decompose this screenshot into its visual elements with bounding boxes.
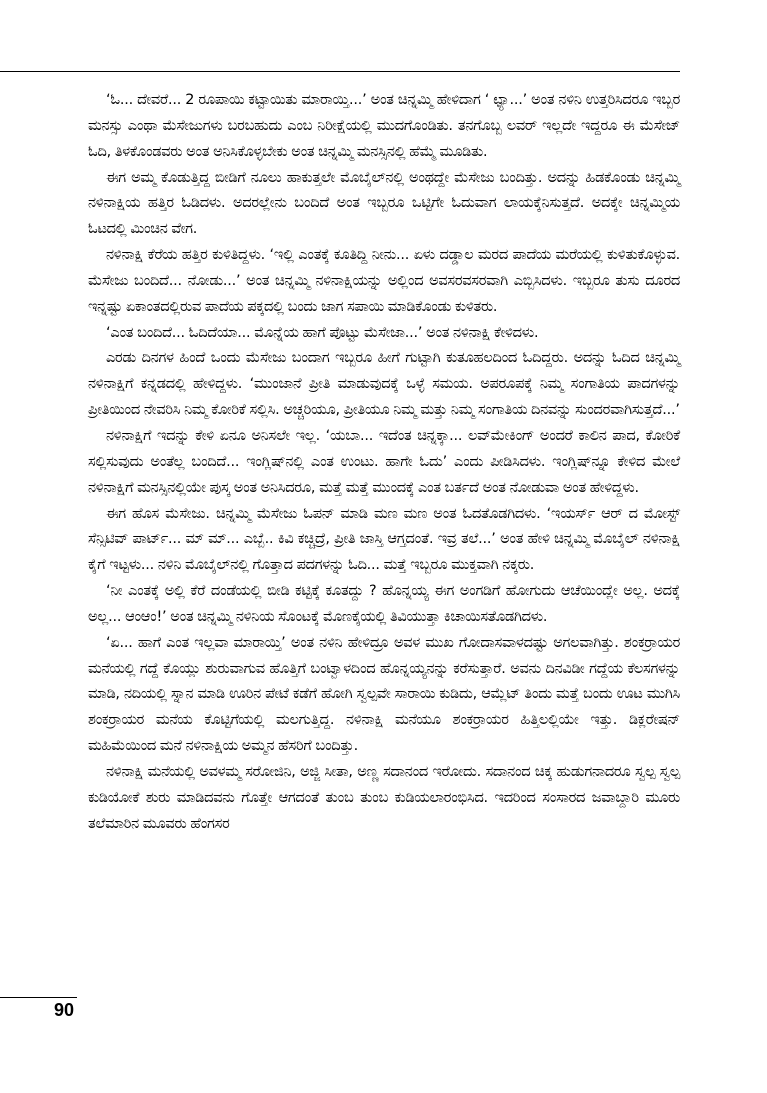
paragraph: ‘ಎಂತ ಬಂದಿದೆ... ಓದಿದೆಯಾ... ಮೊನ್ನೆಯ ಹಾಗೆ ಪೊಟ್ಟು ಮೆಸೇಜಾ...’ ಅಂತ ನಳಿನಾಕ್ಷಿ ಕೇಳಿದಳು. [106,324,539,341]
paragraph: ನಳಿನಾಕ್ಷಿಗೆ ಇದನ್ನು ಕೇಳಿ ಏನೂ ಅನಿಸಲೇ ಇಲ್ಲ. ‘ಯಬಾ... ಇದೆಂತ ಚಿನ್ನಕ್ಕಾ... ಲವ್‌ಮೇಕಿಂಗ್ ಅಂದರೆ ಕಾಲಿನ ಪಾದ, ಕೋರಿಕೆ ಸಲ್ಲಿಸುವುದು ಅಂತೆಲ್ಲ ಬಂದಿದೆ... ಇಂಗ್ಲಿಷ್‌ನಲ್ಲಿ ಎಂತ ಉಂಟು. ಹಾಗೇ ಓದು’ ಎಂದು ಪೀಡಿಸಿದಳು. ಇಂಗ್ಲಿಷ್‌ನ್ನೂ ಕೇಳಿದ ಮೇಲೆ ನಳಿನಾಕ್ಷಿಗೆ ಮನಸ್ಸಿನಲ್ಲಿಯೇ ಪುಸ್ಕ ಅಂತ ಅನಿಸಿದರೂ, ಮತ್ತೆ ಮತ್ತೆ ಮುಂದಕ್ಕೆ ಎಂತ ಬರ್ತದೆ ಅಂತ ನೋಡುವಾ ಅಂತ ಹೇಳಿದ್ದಳು. [88,427,680,496]
page-body [88,88,680,837]
page-number: 90 [54,1000,75,1020]
paragraph: ನಳಿನಾಕ್ಷಿ ಕೆರೆಯ ಹತ್ತಿರ ಕುಳಿತಿದ್ದಳು. ‘ಇಲ್ಲಿ ಎಂತಕ್ಕೆ ಕೂತಿದ್ದಿ ನೀನು... ಏಳು ದಡ್ಡಾಲ ಮರದ ಪಾದೆಯ ಮರೆಯಲ್ಲಿ ಕುಳಿತುಕೊಳ್ಳುವ. ಮೆಸೇಜು ಬಂದಿದೆ... ನೋಡು...’ ಅಂತ ಚಿನ್ನಮ್ಮಿ ನಳಿನಾಕ್ಷಿಯನ್ನು ಅಲ್ಲಿಂದ ಅವಸರವಸರವಾಗಿ ಎಬ್ಬಿಸಿದಳು. ಇಬ್ಬರೂ ತುಸು ದೂರದ ಇನ್ನಷ್ಟು ಏಕಾಂತದಲ್ಲಿರುವ ಪಾದೆಯ ಪಕ್ಕದಲ್ಲಿ ಬಂದು ಜಾಗ ಸಪಾಯಿ ಮಾಡಿಕೊಂಡು ಕುಳಿತರು. [88,247,680,315]
page-number-rule [0,997,77,998]
paragraph: ‘ಏ... ಹಾಗೆ ಎಂತ ಇಲ್ಲವಾ ಮಾರಾಯ್ತಿ’ ಅಂತ ನಳಿನಿ ಹೇಳಿದ್ರೂ ಅವಳ ಮುಖ ಗೋದಾಸವಾಳದಷ್ಟು ಅಗಲವಾಗಿತ್ತು. ಶಂಕರ್ರಾಯರ ಮನೆಯಲ್ಲಿ ಗದ್ದೆ ಕೊಯ್ಲು ಶುರುವಾಗುವ ಹೊತ್ತಿಗೆ ಬಂಟ್ವಾಳದಿಂದ ಹೊನ್ನಯ್ಯನನ್ನು ಕರೆಸುತ್ತಾರೆ. ಅವನು ದಿನವಿಡೀ ಗದ್ದೆಯ ಕೆಲಸಗಳನ್ನು ಮಾಡಿ, ನದಿಯಲ್ಲಿ ಸ್ನಾನ ಮಾಡಿ ಊರಿನ ಪೇಟೆ ಕಡೆಗೆ ಹೋಗಿ ಸ್ವಲ್ಪವೇ ಸಾರಾಯಿ ಕುಡಿದು, ಆಮ್ಲೆಟ್ ತಿಂದು ಮತ್ತೆ ಬಂದು ಊಟ ಮುಗಿಸಿ ಶಂಕರ್ರಾಯರ ಮನೆಯ ಕೊಟ್ಟಿಗೆಯಲ್ಲಿ ಮಲಗುತ್ತಿದ್ದ. ನಳಿನಾಕ್ಷಿ ಮನೆಯೂ ಶಂಕರ್ರಾಯರ ಹಿತ್ತಿಲಲ್ಲಿಯೇ ಇತ್ತು. ಡಿಕ್ಲರೇಷನ್ ಮಹಿಮೆಯಿಂದ ಮನೆ ನಳಿನಾಕ್ಷಿಯ ಅಮ್ಮನ ಹೆಸರಿಗೆ ಬಂದಿತ್ತು. [88,634,680,755]
paragraph: ‘ನೀ ಎಂತಕ್ಕೆ ಅಲ್ಲಿ ಕೆರೆ ದಂಡೆಯಲ್ಲಿ ಬೀಡಿ ಕಟ್ಟಿಕ್ಕೆ ಕೂತದ್ದು ? ಹೊನ್ನಯ್ಯ ಈಗ ಅಂಗಡಿಗೆ ಹೋಗುದು ಆಚೆಯಿಂದ್ಲೇ ಅಲ್ಲ. ಅದಕ್ಕೆ ಅಲ್ಲ... ಆಂಆಂ!’ ಅಂತ ಚಿನ್ನಮ್ಮಿ ನಳಿನಿಯ ಸೊಂಟಕ್ಕೆ ಮೊಣಕೈಯಲ್ಲಿ ತಿವಿಯುತ್ತಾ ಕಿಚಾಯಿಸತೊಡಗಿದಳು. [88,583,680,625]
paragraph: ಈಗ ಅಮ್ಮ ಕೊಡುತ್ತಿದ್ದ ಬೀಡಿಗೆ ನೂಲು ಹಾಕುತ್ತಲೇ ಮೊಬೈಲ್‌ನಲ್ಲಿ ಅಂಥದ್ದೇ ಮೆಸೇಜು ಬಂದಿತ್ತು. ಅದನ್ನು ಹಿಡಕೊಂಡು ಚಿನ್ನಮ್ಮಿ ನಳಿನಾಕ್ಷಿಯ ಹತ್ತಿರ ಓಡಿದಳು. ಅದರಲ್ಲೇನು ಬಂದಿದೆ ಅಂತ ಇಬ್ಬರೂ ಒಟ್ಟಿಗೇ ಓದುವಾಗ ಲಾಯಕ್ಕೆನಿಸುತ್ತದೆ. ಅದಕ್ಕೇ ಚಿನ್ನಮ್ಮಿಯ ಓಟದಲ್ಲಿ ಮಿಂಚಿನ ವೇಗ. [88,169,680,238]
paragraph: ಈಗ ಹೊಸ ಮೆಸೇಜು. ಚಿನ್ನಮ್ಮಿ ಮೆಸೇಜು ಓಪನ್ ಮಾಡಿ ಮಣ ಮಣ ಅಂತ ಓದತೊಡಗಿದಳು. ‘ಇಯರ್ಸ್ ಆರ್ ದ ಮೋಸ್ಟ್ ಸೆನ್ಸಿಟಿವ್ ಪಾರ್ಟ್... ಮ್ ಮ್... ಎಬ್ಬೆ.. ಕಿವಿ ಕಚ್ಚಿದ್ರೆ, ಪ್ರೀತಿ ಜಾಸ್ತಿ ಆಗ್ತದಂತೆ. ಇವ್ರ ತಲೆ...’ ಅಂತ ಹೇಳಿ ಚಿನ್ನಮ್ಮಿ ಮೊಬೈಲ್ ನಳಿನಾಕ್ಷಿ ಕೈಗೆ ಇಟ್ಟಳು... ನಳಿನಿ ಮೊಬೈಲ್‌ನಲ್ಲಿ ಗೊತ್ತಾದ ಪದಗಳನ್ನು ಓದಿ... ಮತ್ತೆ ಇಬ್ಬರೂ ಮುಕ್ತವಾಗಿ ನಕ್ಕರು. [88,505,680,574]
paragraph: ನಳಿನಾಕ್ಷಿ ಮನೆಯಲ್ಲಿ ಅವಳಮ್ಮ ಸರೋಜಿನಿ, ಅಜ್ಜಿ ಸೀತಾ, ಅಣ್ಣ ಸದಾನಂದ ಇರೋದು. ಸದಾನಂದ ಚಿಕ್ಕ ಹುಡುಗನಾದರೂ ಸ್ವಲ್ಪ ಸ್ವಲ್ಪ ಕುಡಿಯೋಕೆ ಶುರು ಮಾಡಿದವನು ಗೊತ್ತೇ ಆಗದಂತೆ ತುಂಬ ತುಂಬ ಕುಡಿಯಲಾರಂಭಿಸಿದ. ಇದರಿಂದ ಸಂಸಾರದ ಜವಾಬ್ದಾರಿ ಮೂರು ತಲೆಮಾರಿನ ಮೂವರು ಹೆಂಗಸರ [88,763,680,832]
top-rule [0,71,680,72]
paragraph: ಎರಡು ದಿನಗಳ ಹಿಂದೆ ಒಂದು ಮೆಸೇಜು ಬಂದಾಗ ಇಬ್ಬರೂ ಹೀಗೆ ಗುಟ್ಟಾಗಿ ಕುತೂಹಲದಿಂದ ಓದಿದ್ದರು. ಅದನ್ನು ಓದಿದ ಚಿನ್ನಮ್ಮಿ ನಳಿನಾಕ್ಷಿಗೆ ಕನ್ನಡದಲ್ಲಿ ಹೇಳಿದ್ದಳು. ‘ಮುಂಜಾನೆ ಪ್ರೀತಿ ಮಾಡುವುದಕ್ಕೆ ಒಳ್ಳೆ ಸಮಯ. ಅಪರೂಪಕ್ಕೆ ನಿಮ್ಮ ಸಂಗಾತಿಯ ಪಾದಗಳನ್ನು ಪ್ರೀತಿಯಿಂದ ನೇವರಿಸಿ ನಿಮ್ಮ ಕೋರಿಕೆ ಸಲ್ಲಿಸಿ. ಅಚ್ಚರಿಯೂ, ಪ್ರೀತಿಯೂ ನಿಮ್ಮ ಮತ್ತು ನಿಮ್ಮ ಸಂಗಾತಿಯ ದಿನವನ್ನು ಸುಂದರವಾಗಿಸುತ್ತದೆ...’ [88,350,680,419]
paragraph: ‘ಓ... ದೇವರೆ... 2 ರೂಪಾಯಿ ಕಟ್ಟಾಯಿತು ಮಾರಾಯ್ತಿ...’ ಅಂತ ಚಿನ್ನಮ್ಮಿ ಹೇಳಿದಾಗ ‘ ಛ್ಯಾ...’ ಅಂತ ನಳಿನಿ ಉತ್ತರಿಸಿದರೂ ಇಬ್ಬರ ಮನಸ್ಸು ಎಂಥಾ ಮೆಸೇಜುಗಳು ಬರಬಹುದು ಎಂಬ ನಿರೀಕ್ಷೆಯಲ್ಲಿ ಮುದಗೊಂಡಿತು. ತನಗೊಬ್ಬ ಲವರ್ ಇಲ್ಲದೇ ಇದ್ದರೂ ಈ ಮೆಸೇಜ್ ಓದಿ, ತಿಳಕೊಂಡವರು ಅಂತ ಅನಿಸಿಕೊಳ್ಳಬೇಕು ಅಂತ ಚಿನ್ನಮ್ಮಿ ಮನಸ್ಸಿನಲ್ಲಿ ಹೆಮ್ಮೆ ಮೂಡಿತು. [88,92,680,160]
